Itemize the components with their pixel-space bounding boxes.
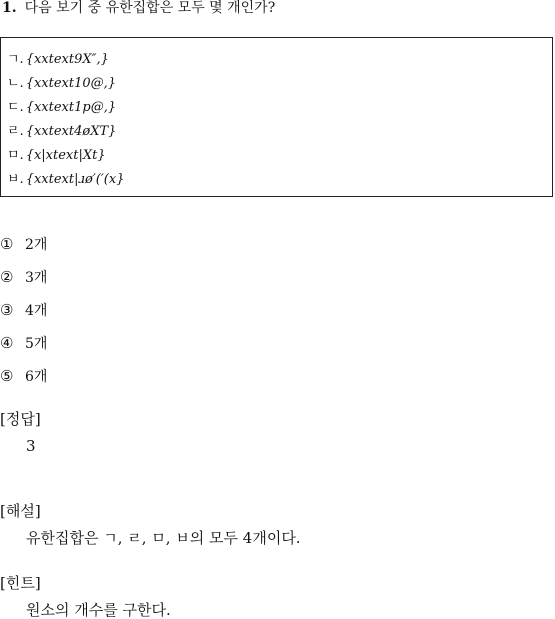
example-marker: ㅂ. xyxy=(7,172,24,187)
choice-option[interactable] xyxy=(0,368,47,385)
example-item xyxy=(7,124,116,140)
choice-number: ③ xyxy=(0,301,14,319)
choice-option[interactable] xyxy=(0,269,47,286)
example-expression: {xxtext4øXT} xyxy=(25,124,117,139)
answer-label: [정답] xyxy=(0,410,41,428)
example-item xyxy=(7,172,124,188)
choice-option[interactable] xyxy=(0,302,47,319)
choice-number: ⑤ xyxy=(0,367,14,385)
example-expression: {xxtext10@,} xyxy=(25,76,117,91)
example-marker: ㄱ. xyxy=(7,52,24,67)
choice-number: ② xyxy=(0,268,14,286)
choice-option[interactable] xyxy=(0,236,47,253)
hint-text: 원소의 개수를 구한다. xyxy=(26,601,171,619)
answer-value: 3 xyxy=(26,437,36,455)
example-expression: {xxtext9X″,} xyxy=(25,52,109,67)
example-box xyxy=(0,37,553,197)
choice-option[interactable] xyxy=(0,335,47,352)
example-marker: ㄹ. xyxy=(7,124,24,139)
example-expression: {xxtext1p@,} xyxy=(25,100,117,115)
choice-text: 6개 xyxy=(25,369,48,385)
example-expression: {xxtext|ɹø′(′(x} xyxy=(25,172,125,187)
choice-number: ④ xyxy=(0,334,14,352)
example-item xyxy=(7,100,116,116)
example-expression: {x|xtext|Xt} xyxy=(25,148,106,163)
choice-number: ① xyxy=(0,235,14,253)
question-header xyxy=(2,0,275,16)
example-marker: ㄷ. xyxy=(7,100,24,115)
choice-text: 5개 xyxy=(25,336,48,352)
example-item xyxy=(7,52,109,68)
choice-text: 4개 xyxy=(25,303,48,319)
question-number: 1. xyxy=(2,0,17,16)
example-item xyxy=(7,148,106,164)
example-marker: ㅁ. xyxy=(7,148,24,163)
question-text: 다음 보기 중 유한집합은 모두 몇 개인가? xyxy=(24,0,276,16)
explanation-text: 유한집합은 ㄱ, ㄹ, ㅁ, ㅂ의 모두 4개이다. xyxy=(26,529,301,547)
example-marker: ㄴ. xyxy=(7,76,24,91)
explanation-label: [해설] xyxy=(0,502,41,520)
choice-text: 3개 xyxy=(25,270,48,286)
hint-label: [힌트] xyxy=(0,574,41,592)
example-item xyxy=(7,76,116,92)
choice-text: 2개 xyxy=(25,237,48,253)
